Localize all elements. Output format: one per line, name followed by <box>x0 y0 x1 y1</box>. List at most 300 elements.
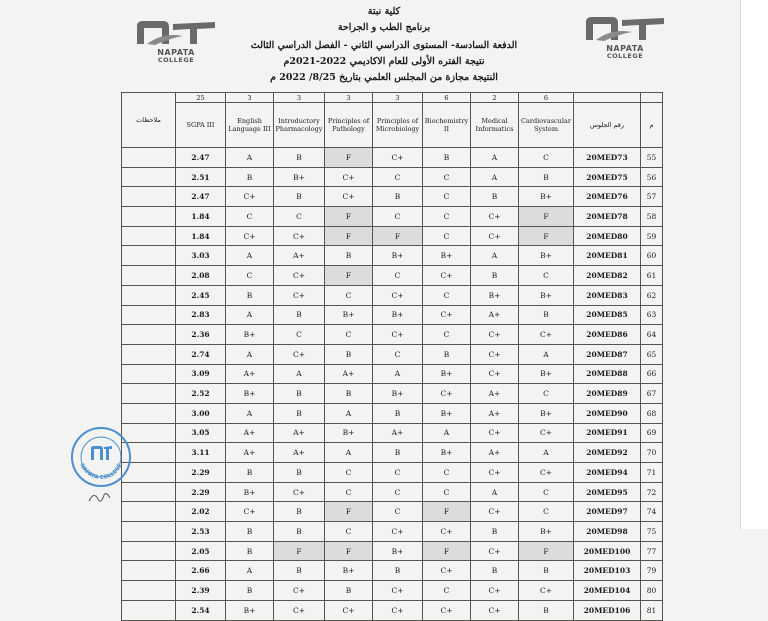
napata-logo-left <box>133 18 219 68</box>
cardiovascular-grade: A <box>519 443 574 463</box>
cardiovascular-grade: A <box>519 344 574 364</box>
seat-number: 20MED82 <box>574 266 641 286</box>
table-row <box>122 482 663 502</box>
credits-pathology: 3 <box>325 93 373 103</box>
sgpa-cell: 2.66 <box>176 561 226 581</box>
header-medical-informatics: Medical Informatics <box>471 103 519 148</box>
table-row <box>122 581 663 601</box>
header-pharmacology: Introductory Pharmacology <box>274 103 325 148</box>
sgpa-cell: 2.02 <box>176 502 226 522</box>
english-grade: A <box>226 403 274 423</box>
microbiology-grade: A <box>373 364 423 384</box>
biochemistry-grade: C+ <box>423 305 471 325</box>
sgpa-cell: 2.05 <box>176 541 226 561</box>
remarks-cell <box>122 600 176 620</box>
biochemistry-grade: C <box>423 187 471 207</box>
medical-informatics-grade: A+ <box>471 305 519 325</box>
pharmacology-grade: A+ <box>274 246 325 266</box>
sgpa-cell: 2.74 <box>176 344 226 364</box>
biochemistry-grade: B <box>423 148 471 168</box>
cardiovascular-grade: B+ <box>519 187 574 207</box>
microbiology-grade: C+ <box>373 285 423 305</box>
cardiovascular-grade: B <box>519 167 574 187</box>
cardiovascular-grade: B <box>519 561 574 581</box>
medical-informatics-grade: A+ <box>471 443 519 463</box>
pharmacology-grade: B+ <box>274 167 325 187</box>
remarks-cell <box>122 187 176 207</box>
napata-logo-right <box>582 14 668 64</box>
pathology-grade: A <box>325 443 373 463</box>
remarks-cell <box>122 325 176 345</box>
serial-number: 72 <box>641 482 663 502</box>
pharmacology-grade: C+ <box>274 581 325 601</box>
medical-informatics-grade: B+ <box>471 285 519 305</box>
seat-number: 20MED73 <box>574 148 641 168</box>
pathology-grade: C+ <box>325 187 373 207</box>
table-row <box>122 561 663 581</box>
seat-number: 20MED90 <box>574 403 641 423</box>
pathology-grade: F <box>325 207 373 227</box>
credits-microbiology: 3 <box>373 93 423 103</box>
seat-number: 20MED100 <box>574 541 641 561</box>
english-grade: A <box>226 148 274 168</box>
table-body <box>122 93 663 621</box>
serial-number: 69 <box>641 423 663 443</box>
credits-medical-informatics: 2 <box>471 93 519 103</box>
biochemistry-grade: C+ <box>423 266 471 286</box>
logo-name: NAPATA <box>606 44 644 53</box>
pharmacology-grade: B <box>274 187 325 207</box>
table-row <box>122 246 663 266</box>
credit-hours-row <box>122 93 663 103</box>
sgpa-cell: 3.11 <box>176 443 226 463</box>
table-row <box>122 502 663 522</box>
header-cardiovascular: Cardiovascular System <box>519 103 574 148</box>
pharmacology-grade: C <box>274 207 325 227</box>
biochemistry-grade: C <box>423 581 471 601</box>
biochemistry-grade: C+ <box>423 600 471 620</box>
seat-number: 20MED85 <box>574 305 641 325</box>
biochemistry-grade: C+ <box>423 384 471 404</box>
table-row <box>122 541 663 561</box>
pathology-grade: B+ <box>325 561 373 581</box>
microbiology-grade: C <box>373 344 423 364</box>
medical-informatics-grade: A <box>471 148 519 168</box>
serial-number: 61 <box>641 266 663 286</box>
biochemistry-grade: C+ <box>423 561 471 581</box>
pathology-grade: B <box>325 384 373 404</box>
pharmacology-grade: A <box>274 364 325 384</box>
svg-text:NAPATA COLLEGE <box>78 463 123 481</box>
seat-number: 20MED103 <box>574 561 641 581</box>
microbiology-grade: C <box>373 482 423 502</box>
table-row <box>122 344 663 364</box>
english-grade: A+ <box>226 423 274 443</box>
cardiovascular-grade: C+ <box>519 423 574 443</box>
header-microbiology: Principles of Microbiology <box>373 103 423 148</box>
college-name: كلية نبتة <box>367 6 401 17</box>
batch-level-semester: الدفعة السادسة- المستوى الدراسي الثاني - الفصل الدراسي الثالث <box>250 40 518 51</box>
pathology-grade: C <box>325 285 373 305</box>
microbiology-grade: C <box>373 502 423 522</box>
table-row <box>122 463 663 483</box>
english-grade: A+ <box>226 443 274 463</box>
pharmacology-grade: C <box>274 325 325 345</box>
pathology-grade: B+ <box>325 305 373 325</box>
remarks-cell <box>122 581 176 601</box>
sgpa-cell: 2.47 <box>176 148 226 168</box>
pharmacology-grade: C+ <box>274 266 325 286</box>
remarks-cell <box>122 561 176 581</box>
sgpa-cell: 2.83 <box>176 305 226 325</box>
remarks-cell <box>122 364 176 384</box>
seat-number: 20MED92 <box>574 443 641 463</box>
english-grade: B+ <box>226 325 274 345</box>
english-grade: A <box>226 305 274 325</box>
english-grade: C+ <box>226 502 274 522</box>
seat-number: 20MED76 <box>574 187 641 207</box>
biochemistry-grade: B+ <box>423 443 471 463</box>
pathology-grade: C <box>325 482 373 502</box>
english-grade: C <box>226 207 274 227</box>
serial-number: 67 <box>641 384 663 404</box>
credits-pharmacology: 3 <box>274 93 325 103</box>
serial-number: 77 <box>641 541 663 561</box>
pharmacology-grade: B <box>274 463 325 483</box>
english-grade: B <box>226 167 274 187</box>
biochemistry-grade: B <box>423 344 471 364</box>
biochemistry-grade: C <box>423 226 471 246</box>
serial-number: 55 <box>641 148 663 168</box>
pathology-grade: C <box>325 325 373 345</box>
serial-number: 56 <box>641 167 663 187</box>
sgpa-cell: 2.29 <box>176 463 226 483</box>
credits-blank-id <box>574 93 641 103</box>
medical-informatics-grade: C+ <box>471 226 519 246</box>
medical-informatics-grade: C+ <box>471 325 519 345</box>
cardiovascular-grade: B+ <box>519 403 574 423</box>
college-stamp <box>70 426 132 488</box>
pathology-grade: F <box>325 226 373 246</box>
microbiology-grade: C <box>373 167 423 187</box>
cardiovascular-grade: B+ <box>519 364 574 384</box>
medical-informatics-grade: A+ <box>471 384 519 404</box>
seat-number: 20MED97 <box>574 502 641 522</box>
table-row <box>122 226 663 246</box>
medical-informatics-grade: A <box>471 246 519 266</box>
seat-number: 20MED98 <box>574 522 641 542</box>
microbiology-grade: C+ <box>373 522 423 542</box>
remarks-cell <box>122 167 176 187</box>
remarks-cell <box>122 148 176 168</box>
pharmacology-grade: C+ <box>274 226 325 246</box>
stamp-text: NAPATA COLLEGE <box>78 462 124 482</box>
pharmacology-grade: B <box>274 502 325 522</box>
pathology-grade: F <box>325 502 373 522</box>
serial-number: 74 <box>641 502 663 522</box>
sgpa-cell: 2.29 <box>176 482 226 502</box>
credits-english: 3 <box>226 93 274 103</box>
english-grade: B+ <box>226 482 274 502</box>
table-row <box>122 600 663 620</box>
serial-number: 58 <box>641 207 663 227</box>
medical-informatics-grade: A+ <box>471 403 519 423</box>
cardiovascular-grade: C <box>519 148 574 168</box>
table-row <box>122 305 663 325</box>
cardiovascular-grade: F <box>519 541 574 561</box>
cardiovascular-grade: B+ <box>519 285 574 305</box>
seat-number: 20MED89 <box>574 384 641 404</box>
seat-number: 20MED86 <box>574 325 641 345</box>
header-pathology: Principles of Pathology <box>325 103 373 148</box>
pharmacology-grade: B <box>274 522 325 542</box>
serial-number: 81 <box>641 600 663 620</box>
cardiovascular-grade: F <box>519 207 574 227</box>
english-grade: B <box>226 581 274 601</box>
credits-biochemistry: 6 <box>423 93 471 103</box>
microbiology-grade: C <box>373 463 423 483</box>
english-grade: B <box>226 522 274 542</box>
english-grade: A+ <box>226 364 274 384</box>
table-row <box>122 266 663 286</box>
serial-number: 60 <box>641 246 663 266</box>
medical-informatics-grade: C+ <box>471 600 519 620</box>
remarks-cell <box>122 246 176 266</box>
medical-informatics-grade: C+ <box>471 502 519 522</box>
pathology-grade: C <box>325 522 373 542</box>
microbiology-grade: B <box>373 561 423 581</box>
biochemistry-grade: C <box>423 482 471 502</box>
header-biochemistry: Biochemistry II <box>423 103 471 148</box>
seat-number: 20MED80 <box>574 226 641 246</box>
pathology-grade: B <box>325 581 373 601</box>
pharmacology-grade: B <box>274 561 325 581</box>
seat-number: 20MED94 <box>574 463 641 483</box>
english-grade: B+ <box>226 600 274 620</box>
biochemistry-grade: F <box>423 502 471 522</box>
biochemistry-grade: C <box>423 463 471 483</box>
table-row <box>122 325 663 345</box>
microbiology-grade: C+ <box>373 600 423 620</box>
pathology-grade: A <box>325 403 373 423</box>
cardiovascular-grade: C <box>519 482 574 502</box>
header-english: English Language III <box>226 103 274 148</box>
serial-number: 59 <box>641 226 663 246</box>
header-serial: م <box>641 103 663 148</box>
cardiovascular-grade: C+ <box>519 463 574 483</box>
pharmacology-grade: B <box>274 403 325 423</box>
table-row <box>122 522 663 542</box>
serial-number: 66 <box>641 364 663 384</box>
result-title: نتيجة الفتره الأولى للعام الاكاديمي 2022-2021م <box>283 56 485 67</box>
cardiovascular-grade: F <box>519 226 574 246</box>
table-row <box>122 207 663 227</box>
microbiology-grade: C <box>373 266 423 286</box>
pharmacology-grade: C+ <box>274 285 325 305</box>
signature-mark <box>86 489 114 507</box>
pharmacology-grade: C+ <box>274 344 325 364</box>
remarks-cell <box>122 522 176 542</box>
remarks-cell <box>122 403 176 423</box>
biochemistry-grade: B+ <box>423 364 471 384</box>
logo-subname: COLLEGE <box>606 52 644 60</box>
seat-number: 20MED88 <box>574 364 641 384</box>
microbiology-grade: B+ <box>373 246 423 266</box>
remarks-cell <box>122 541 176 561</box>
english-grade: B <box>226 541 274 561</box>
serial-number: 79 <box>641 561 663 581</box>
seat-number: 20MED87 <box>574 344 641 364</box>
seat-number: 20MED106 <box>574 600 641 620</box>
english-grade: C <box>226 266 274 286</box>
cardiovascular-grade: C <box>519 266 574 286</box>
microbiology-grade: B+ <box>373 384 423 404</box>
serial-number: 63 <box>641 305 663 325</box>
pharmacology-grade: B <box>274 148 325 168</box>
medical-informatics-grade: C+ <box>471 364 519 384</box>
cardiovascular-grade: C <box>519 384 574 404</box>
pharmacology-grade: A+ <box>274 423 325 443</box>
microbiology-grade: B+ <box>373 305 423 325</box>
seat-number: 20MED104 <box>574 581 641 601</box>
sgpa-cell: 2.36 <box>176 325 226 345</box>
serial-number: 65 <box>641 344 663 364</box>
microbiology-grade: C <box>373 207 423 227</box>
medical-informatics-grade: C+ <box>471 463 519 483</box>
medical-informatics-grade: B <box>471 561 519 581</box>
napata-logo-mark <box>582 14 668 44</box>
biochemistry-grade: B+ <box>423 246 471 266</box>
table-row <box>122 423 663 443</box>
cardiovascular-grade: B+ <box>519 246 574 266</box>
pharmacology-grade: C+ <box>274 482 325 502</box>
english-grade: C+ <box>226 187 274 207</box>
table-row <box>122 364 663 384</box>
serial-number: 75 <box>641 522 663 542</box>
cardiovascular-grade: B+ <box>519 522 574 542</box>
sgpa-cell: 2.45 <box>176 285 226 305</box>
serial-number: 64 <box>641 325 663 345</box>
table-row <box>122 285 663 305</box>
pathology-grade: F <box>325 266 373 286</box>
biochemistry-grade: C+ <box>423 522 471 542</box>
microbiology-grade: C+ <box>373 325 423 345</box>
remarks-cell <box>122 502 176 522</box>
pathology-grade: C+ <box>325 167 373 187</box>
microbiology-grade: B <box>373 443 423 463</box>
sgpa-cell: 2.39 <box>176 581 226 601</box>
remarks-cell <box>122 285 176 305</box>
remarks-cell <box>122 226 176 246</box>
microbiology-grade: B <box>373 187 423 207</box>
sgpa-cell: 2.52 <box>176 384 226 404</box>
serial-number: 70 <box>641 443 663 463</box>
approval-date: النتيجة مجازة من المجلس العلمي بتاريخ 8/25/ 2022 م <box>270 72 498 83</box>
sgpa-cell: 3.00 <box>176 403 226 423</box>
microbiology-grade: B <box>373 403 423 423</box>
english-grade: B <box>226 463 274 483</box>
remarks-cell <box>122 344 176 364</box>
biochemistry-grade: C <box>423 285 471 305</box>
header-seat-number: رقم الجلوس <box>574 103 641 148</box>
sgpa-cell: 2.53 <box>176 522 226 542</box>
table-row <box>122 148 663 168</box>
serial-number: 71 <box>641 463 663 483</box>
remarks-cell <box>122 384 176 404</box>
sgpa-cell: 2.08 <box>176 266 226 286</box>
remarks-cell <box>122 305 176 325</box>
microbiology-grade: F <box>373 226 423 246</box>
medical-informatics-grade: C+ <box>471 207 519 227</box>
biochemistry-grade: F <box>423 541 471 561</box>
column-header-row <box>122 103 663 148</box>
seat-number: 20MED83 <box>574 285 641 305</box>
table-row <box>122 443 663 463</box>
pathology-grade: C+ <box>325 600 373 620</box>
serial-number: 57 <box>641 187 663 207</box>
napata-logo-mark <box>133 18 219 48</box>
medical-informatics-grade: C+ <box>471 581 519 601</box>
medical-informatics-grade: B <box>471 266 519 286</box>
pharmacology-grade: C+ <box>274 600 325 620</box>
cardiovascular-grade: B <box>519 305 574 325</box>
pathology-grade: B <box>325 246 373 266</box>
pharmacology-grade: B <box>274 305 325 325</box>
serial-number: 68 <box>641 403 663 423</box>
pathology-grade: F <box>325 148 373 168</box>
program-name: برنامج الطب و الجراحة <box>337 22 431 33</box>
table-row <box>122 167 663 187</box>
biochemistry-grade: C <box>423 167 471 187</box>
biochemistry-grade: C <box>423 207 471 227</box>
serial-number: 80 <box>641 581 663 601</box>
microbiology-grade: C+ <box>373 148 423 168</box>
seat-number: 20MED81 <box>574 246 641 266</box>
pharmacology-grade: A+ <box>274 443 325 463</box>
english-grade: B <box>226 285 274 305</box>
sgpa-cell: 1.84 <box>176 207 226 227</box>
credits-blank-num <box>641 93 663 103</box>
english-grade: B+ <box>226 384 274 404</box>
english-grade: A <box>226 246 274 266</box>
medical-informatics-grade: C+ <box>471 541 519 561</box>
pathology-grade: B+ <box>325 423 373 443</box>
credits-sgpa: 25 <box>176 93 226 103</box>
sgpa-cell: 3.03 <box>176 246 226 266</box>
pathology-grade: B <box>325 344 373 364</box>
english-grade: A <box>226 561 274 581</box>
pathology-grade: F <box>325 541 373 561</box>
sgpa-cell: 2.47 <box>176 187 226 207</box>
header-remarks: ملاحظات <box>122 93 176 148</box>
logo-name: NAPATA <box>157 48 195 57</box>
credits-cardiovascular: 6 <box>519 93 574 103</box>
seat-number: 20MED91 <box>574 423 641 443</box>
pathology-grade: A+ <box>325 364 373 384</box>
header-sgpa: SGPA III <box>176 103 226 148</box>
seat-number: 20MED95 <box>574 482 641 502</box>
table-row <box>122 384 663 404</box>
table-row <box>122 403 663 423</box>
microbiology-grade: B+ <box>373 541 423 561</box>
pharmacology-grade: F <box>274 541 325 561</box>
medical-informatics-grade: A <box>471 167 519 187</box>
pharmacology-grade: B <box>274 384 325 404</box>
cardiovascular-grade: C+ <box>519 325 574 345</box>
microbiology-grade: A+ <box>373 423 423 443</box>
sgpa-cell: 1.84 <box>176 226 226 246</box>
medical-informatics-grade: C+ <box>471 423 519 443</box>
